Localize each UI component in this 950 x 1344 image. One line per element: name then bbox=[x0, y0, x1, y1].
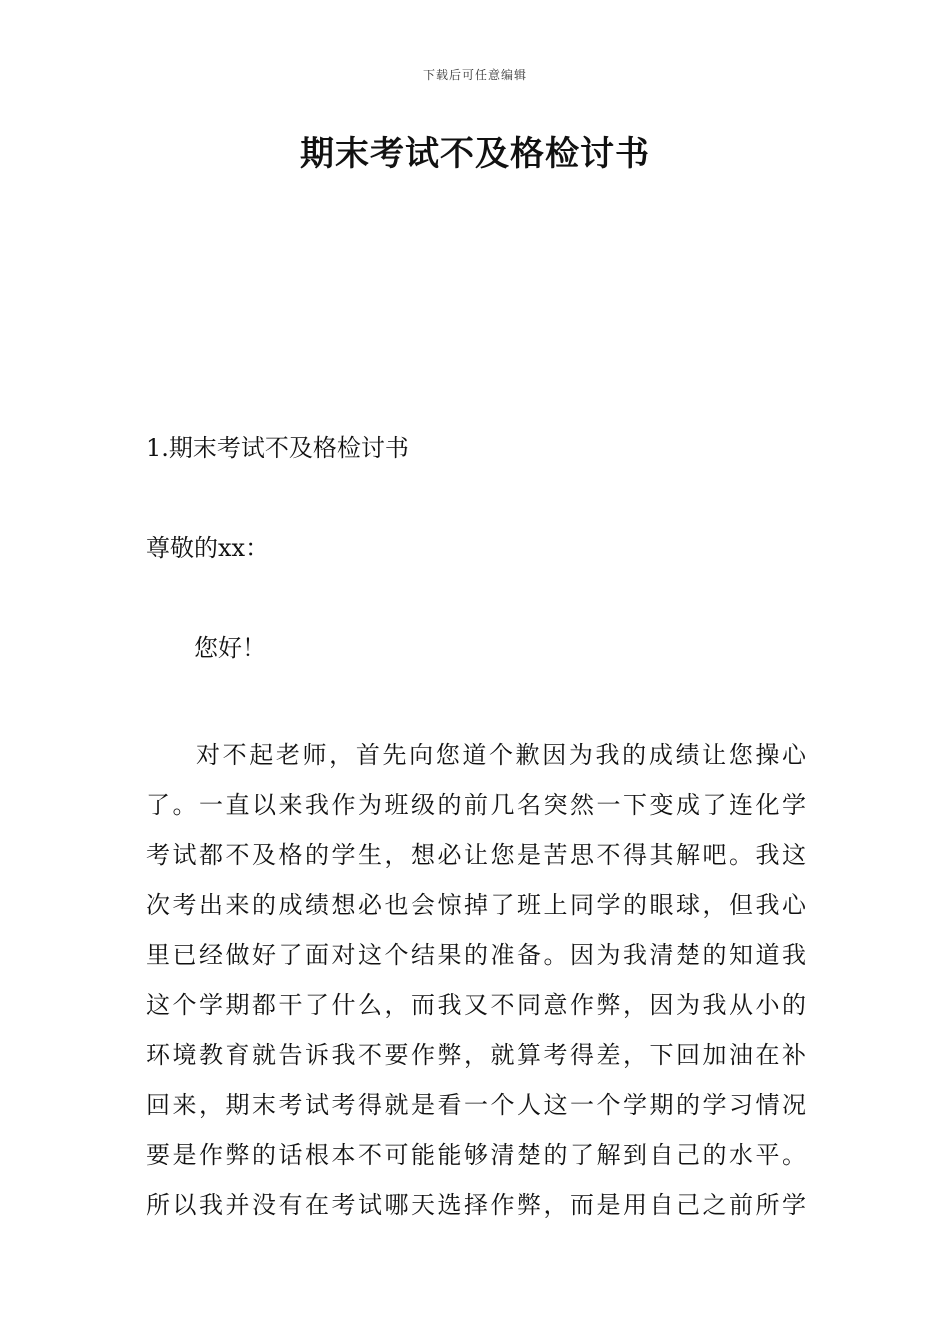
body-line: 所以我并没有在考试哪天选择作弊，而是用自己之前所学 bbox=[146, 1191, 806, 1219]
body-line: 考试都不及格的学生，想必让您是苦思不得其解吧。我这 bbox=[146, 841, 806, 869]
body-paragraph bbox=[146, 730, 806, 1230]
body-line: 回来，期末考试考得就是看一个人这一个学期的学习情况 bbox=[146, 1091, 806, 1119]
header-note: 下载后可任意编辑 bbox=[422, 68, 527, 82]
salutation: 尊敬的xx： bbox=[146, 534, 270, 562]
section-heading: 1.期末考试不及格检讨书 bbox=[146, 434, 409, 462]
body-line: 这个学期都干了什么，而我又不同意作弊，因为我从小的 bbox=[146, 991, 806, 1019]
body-line: 环境教育就告诉我不要作弊，就算考得差，下回加油在补 bbox=[146, 1041, 806, 1069]
greeting: 您好！ bbox=[194, 634, 266, 662]
body-line: 次考出来的成绩想必也会惊掉了班上同学的眼球，但我心 bbox=[146, 891, 806, 919]
body-line: 了。一直以来我作为班级的前几名突然一下变成了连化学 bbox=[146, 791, 806, 819]
body-line: 里已经做好了面对这个结果的准备。因为我清楚的知道我 bbox=[146, 941, 806, 969]
document-title: 期末考试不及格检讨书 bbox=[300, 134, 650, 174]
body-line: 要是作弊的话根本不可能能够清楚的了解到自己的水平。 bbox=[146, 1141, 806, 1169]
body-line: 对不起老师，首先向您道个歉因为我的成绩让您操心 bbox=[196, 741, 806, 769]
